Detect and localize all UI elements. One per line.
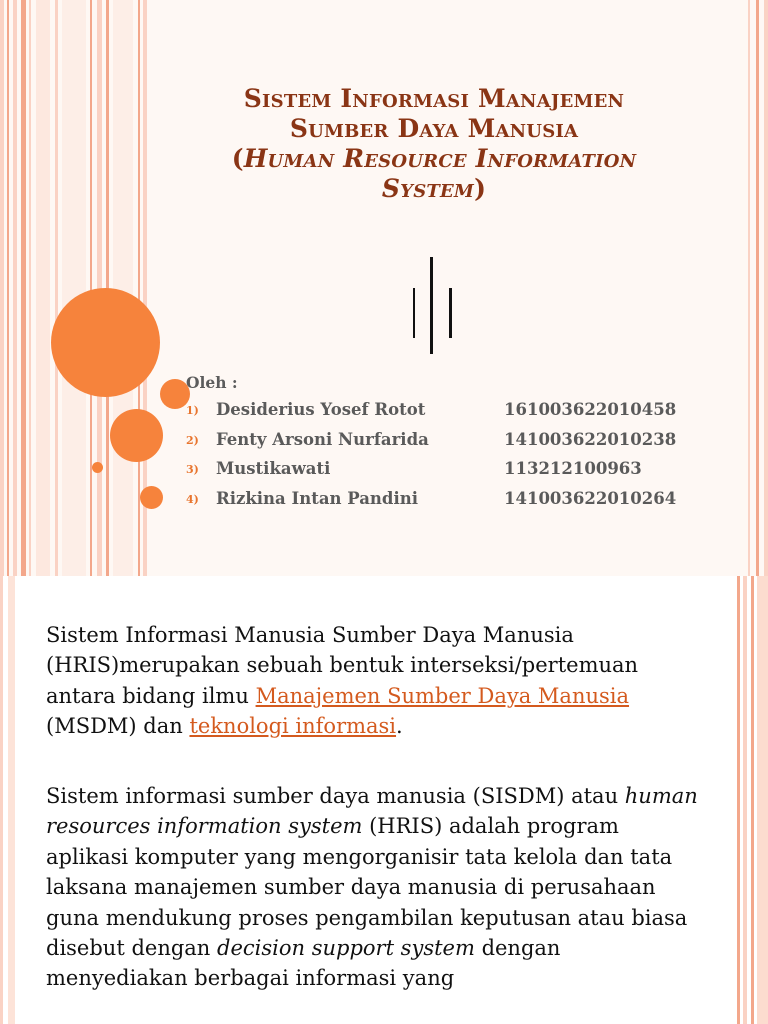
author-item	[186, 428, 706, 458]
author-name: Mustikawati	[216, 459, 331, 478]
title-paren-close: )	[474, 174, 487, 203]
decorative-circle	[92, 462, 103, 473]
stripe-decoration	[0, 576, 3, 1024]
paragraph-hris-definition	[46, 620, 706, 742]
author-number: 1)	[186, 404, 199, 417]
stripe-decoration	[743, 576, 747, 1024]
author-item	[186, 398, 706, 428]
decorative-circle	[110, 409, 163, 462]
stripe-decoration	[13, 0, 17, 576]
slide-title	[150, 84, 718, 204]
stripe-decoration	[757, 576, 768, 1024]
author-id: 141003622010238	[504, 429, 677, 449]
stripe-decoration	[62, 0, 86, 576]
stripe-decoration	[764, 0, 768, 576]
link-teknologi-informasi[interactable]: teknologi informasi	[189, 714, 397, 739]
author-list	[186, 398, 706, 516]
author-id: 141003622010264	[504, 488, 677, 508]
stripe-decoration	[737, 576, 740, 1024]
title-paren-open: (	[231, 144, 244, 173]
authors-heading: Oleh :	[186, 373, 238, 392]
title-line-2: Sumber Daya Manusia	[289, 114, 579, 143]
paragraph-text: dengan menyediakan berbagai informasi yang	[46, 936, 561, 991]
title-line-3: Human Resource Information	[243, 144, 637, 173]
author-name: Fenty Arsoni Nurfarida	[216, 429, 429, 449]
author-id: 113212100963	[504, 459, 642, 478]
author-item	[186, 487, 706, 517]
stripe-decoration	[8, 576, 15, 1024]
emphasis-text: human resources information system	[46, 784, 698, 839]
stripe-decoration	[90, 0, 92, 576]
paragraph-text: (MSDM) dan	[46, 714, 190, 739]
title-line-1: Sistem Informasi Manajemen	[243, 84, 625, 113]
paragraph-text: Sistem Informasi Manusia Sumber Daya Manusia (HRIS)merupakan sebuah bentuk interseksi/pertemuan antara bidang ilmu	[46, 623, 639, 708]
author-number: 2)	[186, 433, 199, 447]
stripe-decoration	[751, 576, 754, 1024]
stripe-decoration	[29, 0, 31, 576]
divider-mark	[449, 288, 452, 338]
author-number: 3)	[186, 463, 199, 476]
stripe-decoration	[36, 0, 50, 576]
paragraph-text: Sistem informasi sumber daya manusia (SISDM) atau	[46, 784, 625, 808]
content-slide	[0, 576, 768, 1024]
author-item	[186, 457, 706, 487]
paragraph-sisdm-definition	[46, 781, 706, 994]
stripe-decoration	[7, 0, 9, 576]
link-msdm[interactable]: Manajemen Sumber Daya Manusia	[255, 683, 630, 708]
paragraph-text: (HRIS) adalah program aplikasi komputer yang mengorganisir tata kelola dan tata laksana manajemen sumber daya manusia di perusahaan guna mendukung proses pengambilan keputusan atau biasa disebut dengan	[46, 814, 688, 961]
stripe-decoration	[113, 0, 133, 576]
stripe-decoration	[756, 0, 759, 576]
title-line-4: System	[381, 174, 475, 203]
paragraph-text: .	[396, 714, 403, 739]
author-name: Desiderius Yosef Rotot	[216, 400, 426, 419]
decorative-circle	[51, 288, 160, 397]
author-number: 4)	[186, 492, 199, 506]
decorative-circle	[140, 486, 163, 509]
stripe-decoration	[21, 0, 26, 576]
stripe-decoration	[138, 0, 140, 576]
author-name: Rizkina Intan Pandini	[216, 488, 418, 508]
stripe-decoration	[55, 0, 58, 576]
divider-mark	[430, 257, 433, 354]
author-id: 161003622010458	[504, 400, 677, 419]
emphasis-text: decision support system	[217, 936, 475, 961]
divider-mark	[413, 288, 415, 338]
stripe-decoration	[748, 0, 750, 576]
stripe-decoration	[0, 0, 4, 576]
